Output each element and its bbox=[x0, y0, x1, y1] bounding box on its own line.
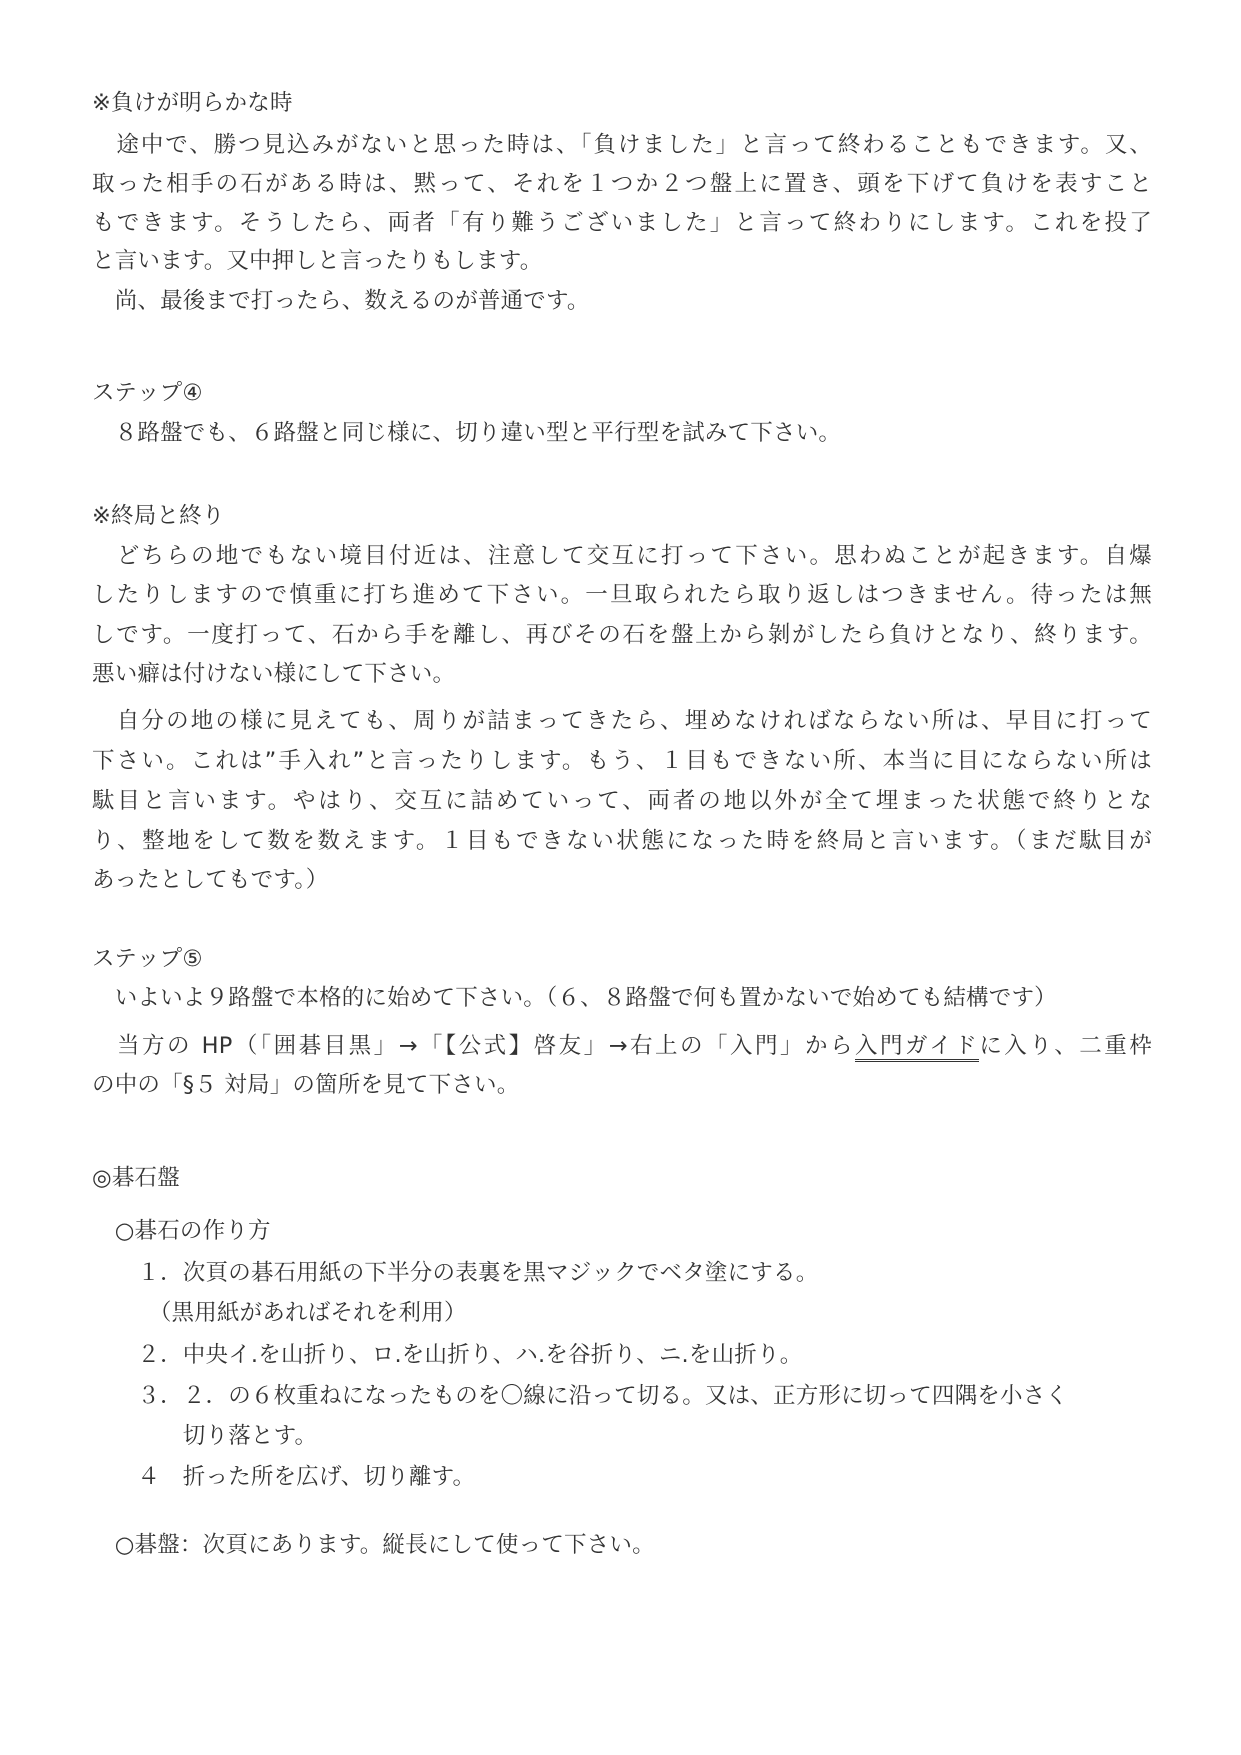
list-item: ４ 折った所を広げ、切り離す。 bbox=[92, 1464, 476, 1490]
paragraph-line: 悪い癖は付けない様にして下さい。 bbox=[92, 661, 456, 687]
step5-text: いよいよ９路盤で本格的に始めて下さい。（６、８路盤で何も置かないで始めても結構です） bbox=[92, 985, 1057, 1011]
list-item: ３．２．の６枚重ねになったものを〇線に沿って切る。又は、正方形に切って四隅を小さく bbox=[92, 1383, 1069, 1409]
list-item: １．次頁の碁石用紙の下半分の表裏を黒マジックでベタ塗にする。 bbox=[92, 1260, 819, 1286]
paragraph-line: り、整地をして数を数えます。１目もできない状態になった時を終局と言います。（まだ駄目が bbox=[92, 828, 1152, 854]
paragraph-line: 自分の地の様に見えても、周りが詰まってきたら、埋めなければならない所は、早目に打って bbox=[92, 708, 1152, 734]
list-item: 切り落とす。 bbox=[92, 1423, 318, 1449]
paragraph-line: もできます。そうしたら、両者「有り難うございました」と言って終わりにします。これを投了 bbox=[92, 210, 1152, 236]
paragraph-line: どちらの地でもない境目付近は、注意して交互に打って下さい。思わぬことが起きます。自爆 bbox=[92, 543, 1152, 569]
step4-heading: ステップ④ bbox=[92, 380, 203, 406]
subheading-board: ○碁盤：次頁にあります。縦長にして使って下さい。 bbox=[92, 1532, 655, 1558]
paragraph-line: 下さい。これは”手入れ”と言ったりします。もう、１目もできない所、本当に目にならない所は bbox=[92, 748, 1152, 774]
hp-text-before: 当方の HP（「囲碁目黒」→「【公式】啓友」→右上の「入門」から bbox=[92, 1033, 855, 1059]
paragraph-line: 駄目と言います。やはり、交互に詰めていって、両者の地以外が全て埋まった状態で終りとな bbox=[92, 788, 1152, 814]
step5-heading: ステップ⑤ bbox=[92, 946, 203, 972]
section-heading-resign: ※負けが明らかな時 bbox=[92, 90, 293, 116]
list-item: ２．中央イ.を山折り、ロ.を山折り、ハ.を谷折り、ニ.を山折り。 bbox=[92, 1342, 803, 1368]
hp-text-after: に入り、二重枠 bbox=[979, 1033, 1153, 1059]
intro-guide-link[interactable]: 入門ガイド bbox=[855, 1033, 979, 1062]
list-item: （黒用紙があればそれを利用） bbox=[92, 1300, 467, 1326]
section-heading-endgame: ※終局と終り bbox=[92, 503, 225, 529]
step5-hp-line-cont: の中の「§５ 対局」の箇所を見て下さい。 bbox=[92, 1072, 520, 1098]
step5-hp-line bbox=[92, 1031, 1152, 1061]
paragraph-line: 取った相手の石がある時は、黙って、それを１つか２つ盤上に置き、頭を下げて負けを表すこと bbox=[92, 171, 1152, 197]
step4-text: ８路盤でも、６路盤と同じ様に、切り違い型と平行型を試みて下さい。 bbox=[92, 420, 842, 446]
paragraph-line: と言います。又中押しと言ったりもします。 bbox=[92, 248, 543, 274]
section-heading-board: ◎碁石盤 bbox=[92, 1165, 180, 1191]
paragraph-line: したりしますので慎重に打ち進めて下さい。一旦取られたら取り返しはつきません。待ったは無 bbox=[92, 582, 1152, 608]
subheading-stones: ○碁石の作り方 bbox=[92, 1218, 271, 1244]
paragraph-line: しです。一度打って、石から手を離し、再びその石を盤上から剝がしたら負けとなり、終ります。 bbox=[92, 622, 1152, 648]
paragraph-line: 途中で、勝つ見込みがないと思った時は、「負けました」と言って終わることもできます。又、 bbox=[92, 132, 1152, 158]
paragraph-line: 尚、最後まで打ったら、数えるのが普通です。 bbox=[92, 288, 590, 314]
paragraph-line: あったとしてもです。） bbox=[92, 867, 329, 893]
